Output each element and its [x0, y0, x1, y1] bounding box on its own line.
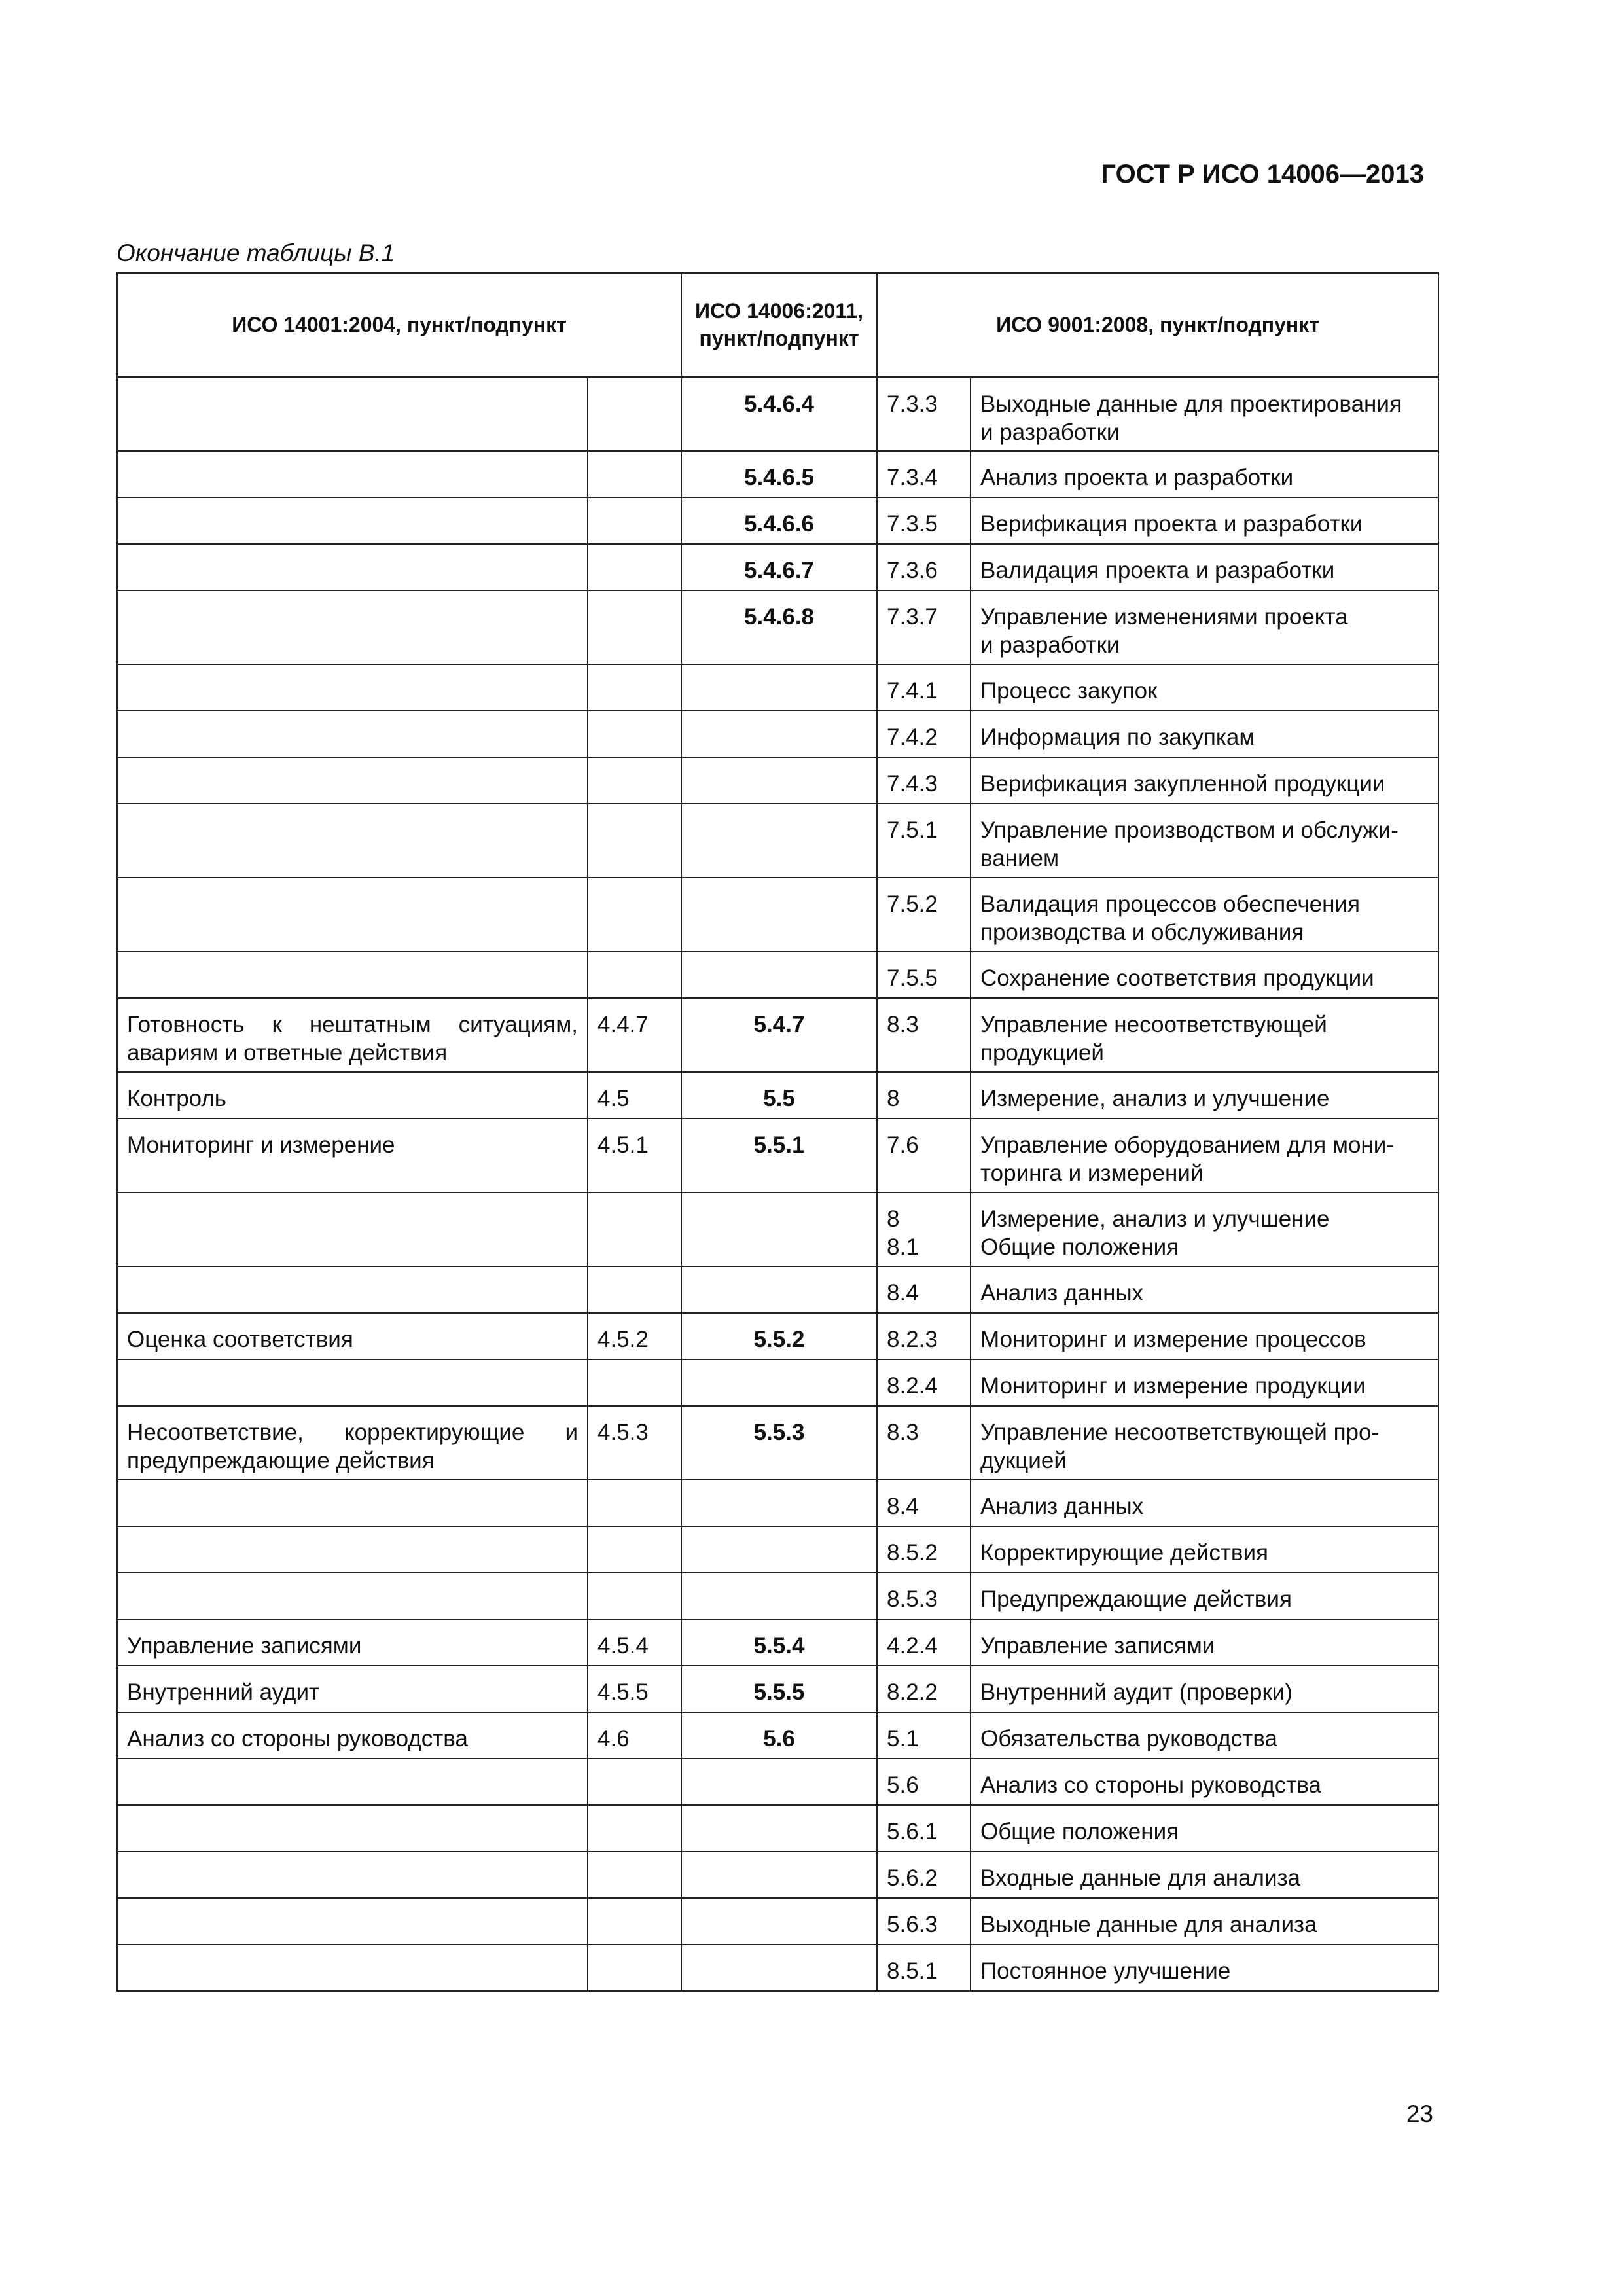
iso14006-clause: 5.4.6.4 — [681, 377, 877, 451]
iso14001-clause — [588, 377, 681, 451]
iso9001-requirement — [971, 544, 1438, 590]
iso14006-clause: 5.5.4 — [681, 1619, 877, 1666]
iso9001-clause — [877, 1526, 971, 1573]
iso9001-requirement-line: Валидация проекта и разработки — [980, 558, 1335, 583]
iso9001-clause — [877, 1759, 971, 1805]
iso9001-requirement-line: Корректирующие действия — [980, 1540, 1268, 1566]
iso9001-clause — [877, 1266, 971, 1313]
iso14001-requirement — [117, 952, 588, 998]
iso9001-requirement-line: Общие положения — [980, 1234, 1179, 1260]
iso14006-clause: 5.5.2 — [681, 1313, 877, 1359]
iso14006-clause: 5.4.7 — [681, 998, 877, 1072]
iso14006-clause: 5.5.3 — [681, 1406, 877, 1480]
iso9001-clause — [877, 1480, 971, 1526]
iso9001-requirement-line: Информация по закупкам — [980, 725, 1255, 750]
iso14001-requirement — [117, 1193, 588, 1266]
correspondence-table — [116, 272, 1439, 1992]
iso14006-clause: 5.4.6.6 — [681, 497, 877, 544]
iso9001-requirement-line: Процесс закупок — [980, 678, 1158, 704]
iso9001-clause-line: 8 — [887, 1206, 900, 1232]
iso9001-clause-line: 5.6 — [887, 1772, 919, 1798]
iso9001-clause — [877, 1852, 971, 1898]
table-row — [117, 451, 1438, 497]
table-row — [117, 1526, 1438, 1573]
iso9001-requirement — [971, 1193, 1438, 1266]
iso14001-requirement: Готовность к нештатным ситуациям, авариям и ответные действия — [117, 998, 588, 1072]
table-row — [117, 1712, 1438, 1759]
iso14001-clause — [588, 1359, 681, 1406]
iso9001-clause — [877, 878, 971, 952]
iso14006-clause — [681, 1266, 877, 1313]
iso9001-clause — [877, 544, 971, 590]
iso9001-requirement-line: Управление несоответствующей про- — [980, 1420, 1380, 1445]
iso9001-requirement — [971, 952, 1438, 998]
iso14001-clause: 4.5.1 — [588, 1119, 681, 1193]
iso9001-requirement — [971, 377, 1438, 451]
iso14001-requirement — [117, 1266, 588, 1313]
iso9001-clause — [877, 1666, 971, 1712]
iso14006-clause — [681, 1759, 877, 1805]
table-row — [117, 1480, 1438, 1526]
table-row — [117, 1945, 1438, 1991]
iso14001-clause — [588, 757, 681, 804]
iso14006-clause — [681, 757, 877, 804]
iso9001-requirement — [971, 1945, 1438, 1991]
iso14001-clause — [588, 952, 681, 998]
iso9001-clause-line: 7.4.3 — [887, 771, 938, 797]
table-row — [117, 1573, 1438, 1619]
iso14006-clause — [681, 1852, 877, 1898]
iso9001-clause-line: 5.6.1 — [887, 1819, 938, 1844]
iso9001-requirement — [971, 1898, 1438, 1945]
iso9001-requirement-line: дукцией — [980, 1448, 1067, 1473]
iso9001-clause-line: 8.2.3 — [887, 1327, 938, 1352]
iso14001-requirement: Мониторинг и измерение — [117, 1119, 588, 1193]
iso14001-clause — [588, 497, 681, 544]
iso9001-requirement-line: Предупреждающие действия — [980, 1587, 1292, 1612]
iso14001-clause: 4.5.5 — [588, 1666, 681, 1712]
iso14006-clause: 5.5.1 — [681, 1119, 877, 1193]
iso9001-clause-line: 7.5.5 — [887, 965, 938, 991]
iso9001-clause — [877, 998, 971, 1072]
iso9001-requirement — [971, 1359, 1438, 1406]
table-row — [117, 878, 1438, 952]
iso14001-requirement — [117, 1759, 588, 1805]
table-row — [117, 1666, 1438, 1712]
iso9001-requirement-line: торинга и измерений — [980, 1160, 1204, 1186]
iso9001-clause — [877, 1406, 971, 1480]
iso14001-requirement: Контроль — [117, 1072, 588, 1119]
iso14001-clause — [588, 804, 681, 878]
iso9001-clause — [877, 1119, 971, 1193]
iso9001-requirement — [971, 451, 1438, 497]
iso9001-requirement-line: ванием — [980, 846, 1060, 871]
iso9001-requirement-line: Анализ со стороны руководства — [980, 1772, 1321, 1798]
table-row — [117, 664, 1438, 711]
iso9001-clause — [877, 1712, 971, 1759]
iso14001-clause — [588, 1193, 681, 1266]
iso14001-clause — [588, 590, 681, 664]
table-row — [117, 1193, 1438, 1266]
iso9001-requirement-line: Мониторинг и измерение продукции — [980, 1373, 1366, 1399]
iso9001-clause — [877, 1072, 971, 1119]
iso9001-requirement — [971, 1526, 1438, 1573]
header-iso9001: ИСО 9001:2008, пункт/подпункт — [877, 273, 1438, 377]
iso14001-requirement — [117, 377, 588, 451]
iso9001-clause — [877, 664, 971, 711]
table-row — [117, 590, 1438, 664]
iso9001-requirement — [971, 1573, 1438, 1619]
iso14006-clause — [681, 1526, 877, 1573]
iso14006-clause: 5.5 — [681, 1072, 877, 1119]
table-row — [117, 1313, 1438, 1359]
iso14001-requirement — [117, 878, 588, 952]
iso14001-clause — [588, 451, 681, 497]
table-row — [117, 377, 1438, 451]
iso9001-clause-line: 8 — [887, 1086, 900, 1111]
table-body — [117, 377, 1438, 1991]
iso9001-requirement-line: Управление оборудованием для мони- — [980, 1132, 1394, 1158]
iso14001-requirement: Внутренний аудит — [117, 1666, 588, 1712]
iso14001-requirement: Анализ со стороны руководства — [117, 1712, 588, 1759]
iso9001-requirement-line: Анализ данных — [980, 1280, 1144, 1306]
iso9001-clause — [877, 451, 971, 497]
iso9001-clause-line: 8.5.1 — [887, 1958, 938, 1984]
iso9001-requirement — [971, 497, 1438, 544]
iso14001-clause — [588, 1945, 681, 1991]
iso14001-requirement — [117, 1480, 588, 1526]
iso9001-clause-line: 5.6.3 — [887, 1912, 938, 1937]
iso9001-clause — [877, 1313, 971, 1359]
iso14001-requirement — [117, 1805, 588, 1852]
table-row — [117, 544, 1438, 590]
iso9001-requirement-line: Управление записями — [980, 1633, 1215, 1659]
iso9001-requirement — [971, 1119, 1438, 1193]
iso9001-requirement — [971, 1266, 1438, 1313]
table-row — [117, 952, 1438, 998]
iso14001-requirement — [117, 544, 588, 590]
iso14001-clause — [588, 1759, 681, 1805]
iso9001-requirement-line: Мониторинг и измерение процессов — [980, 1327, 1366, 1352]
iso14001-requirement — [117, 1945, 588, 1991]
iso9001-requirement — [971, 998, 1438, 1072]
iso9001-clause-line: 7.4.2 — [887, 725, 938, 750]
iso9001-clause — [877, 757, 971, 804]
iso9001-clause-line: 7.3.6 — [887, 558, 938, 583]
iso9001-clause-line: 7.3.4 — [887, 465, 938, 490]
table-row — [117, 804, 1438, 878]
table-row — [117, 497, 1438, 544]
iso9001-requirement-line: Анализ данных — [980, 1494, 1144, 1519]
iso9001-requirement-line: Измерение, анализ и улучшение — [980, 1206, 1330, 1232]
iso9001-requirement-line: и разработки — [980, 420, 1120, 445]
iso14001-requirement — [117, 711, 588, 757]
header-iso14006 — [681, 273, 877, 377]
iso9001-requirement-line: продукцией — [980, 1040, 1104, 1066]
iso9001-clause-line: 4.2.4 — [887, 1633, 938, 1659]
header-iso14006-line2: пункт/подпункт — [699, 327, 859, 350]
iso9001-requirement-line: Сохранение соответствия продукции — [980, 965, 1374, 991]
iso9001-requirement-line: Внутренний аудит (проверки) — [980, 1679, 1293, 1705]
iso9001-requirement — [971, 1852, 1438, 1898]
iso14006-clause — [681, 1805, 877, 1852]
iso9001-clause — [877, 1619, 971, 1666]
iso9001-requirement — [971, 878, 1438, 952]
iso14001-clause — [588, 1480, 681, 1526]
iso9001-requirement-line: Выходные данные для проектирования — [980, 391, 1402, 417]
header-iso14006-line1: ИСО 14006:2011, — [694, 299, 864, 323]
iso14001-requirement: Управление записями — [117, 1619, 588, 1666]
table-row — [117, 1119, 1438, 1193]
iso9001-clause — [877, 1193, 971, 1266]
iso14006-clause — [681, 1898, 877, 1945]
iso9001-clause-line: 8.5.2 — [887, 1540, 938, 1566]
iso9001-requirement — [971, 1759, 1438, 1805]
table-row — [117, 1072, 1438, 1119]
iso9001-requirement — [971, 711, 1438, 757]
iso9001-requirement — [971, 1313, 1438, 1359]
iso9001-clause-line: 8.4 — [887, 1494, 919, 1519]
iso9001-requirement — [971, 1712, 1438, 1759]
iso14001-requirement — [117, 1526, 588, 1573]
iso9001-requirement — [971, 1805, 1438, 1852]
iso14001-requirement: Оценка соответствия — [117, 1313, 588, 1359]
iso9001-clause-line: 5.1 — [887, 1726, 919, 1751]
iso14006-clause — [681, 711, 877, 757]
iso9001-clause-line: 5.6.2 — [887, 1865, 938, 1891]
iso9001-clause-line: 8.5.3 — [887, 1587, 938, 1612]
iso14001-requirement: Несоответствие, корректирующие и предупреждающие действия — [117, 1406, 588, 1480]
iso14001-requirement — [117, 1852, 588, 1898]
iso14001-clause — [588, 711, 681, 757]
iso9001-clause — [877, 1945, 971, 1991]
iso9001-clause — [877, 1573, 971, 1619]
iso9001-requirement-line: Управление производством и обслужи- — [980, 817, 1399, 843]
iso14001-requirement — [117, 1573, 588, 1619]
iso9001-clause-line: 7.3.5 — [887, 511, 938, 537]
iso9001-requirement-line: Анализ проекта и разработки — [980, 465, 1294, 490]
iso9001-clause-line: 7.5.2 — [887, 891, 938, 917]
iso9001-clause — [877, 590, 971, 664]
iso14006-clause: 5.4.6.8 — [681, 590, 877, 664]
iso9001-clause-line: 8.4 — [887, 1280, 919, 1306]
iso9001-clause — [877, 1898, 971, 1945]
iso14001-requirement — [117, 1359, 588, 1406]
iso14006-clause — [681, 1573, 877, 1619]
iso9001-requirement-line: Управление несоответствующей — [980, 1012, 1327, 1037]
iso9001-clause — [877, 952, 971, 998]
iso9001-requirement — [971, 757, 1438, 804]
iso9001-clause-line: 7.5.1 — [887, 817, 938, 843]
iso9001-clause — [877, 1359, 971, 1406]
iso9001-clause — [877, 711, 971, 757]
iso14006-clause — [681, 1945, 877, 1991]
table-row — [117, 998, 1438, 1072]
iso9001-clause-line: 7.4.1 — [887, 678, 938, 704]
iso14001-clause — [588, 878, 681, 952]
iso14001-clause: 4.5 — [588, 1072, 681, 1119]
page-number: 23 — [1406, 2100, 1433, 2127]
iso14006-clause: 5.4.6.7 — [681, 544, 877, 590]
iso9001-clause — [877, 377, 971, 451]
iso14001-requirement — [117, 804, 588, 878]
iso9001-requirement — [971, 1619, 1438, 1666]
iso14006-clause — [681, 878, 877, 952]
iso14006-clause — [681, 1193, 877, 1266]
iso9001-requirement-line: Входные данные для анализа — [980, 1865, 1301, 1891]
table-row — [117, 711, 1438, 757]
iso9001-clause-line: 7.3.3 — [887, 391, 938, 417]
document-code: ГОСТ Р ИСО 14006—2013 — [1101, 160, 1424, 188]
table-row — [117, 1266, 1438, 1313]
iso9001-requirement-line: Обязательства руководства — [980, 1726, 1277, 1751]
iso9001-clause-line: 8.2.4 — [887, 1373, 938, 1399]
iso14001-requirement — [117, 590, 588, 664]
iso9001-requirement-line: Валидация процессов обеспечения — [980, 891, 1361, 917]
iso9001-requirement-line: Выходные данные для анализа — [980, 1912, 1317, 1937]
iso14001-clause — [588, 544, 681, 590]
iso14001-clause — [588, 1852, 681, 1898]
iso9001-clause — [877, 804, 971, 878]
iso14006-clause: 5.5.5 — [681, 1666, 877, 1712]
iso14001-requirement — [117, 757, 588, 804]
iso9001-requirement — [971, 664, 1438, 711]
iso14001-requirement — [117, 1898, 588, 1945]
iso9001-requirement-line: Постоянное улучшение — [980, 1958, 1231, 1984]
iso14001-clause: 4.5.3 — [588, 1406, 681, 1480]
iso14001-clause: 4.5.2 — [588, 1313, 681, 1359]
iso14001-clause — [588, 1805, 681, 1852]
iso9001-requirement — [971, 1072, 1438, 1119]
iso9001-requirement-line: Верификация закупленной продукции — [980, 771, 1385, 797]
iso14006-clause — [681, 952, 877, 998]
iso14006-clause — [681, 1480, 877, 1526]
table-row — [117, 1805, 1438, 1852]
iso14001-clause: 4.6 — [588, 1712, 681, 1759]
iso9001-clause — [877, 497, 971, 544]
table-header-row — [117, 273, 1438, 377]
iso9001-clause-line: 8.2.2 — [887, 1679, 938, 1705]
iso9001-requirement-line: Измерение, анализ и улучшение — [980, 1086, 1330, 1111]
iso14006-clause — [681, 804, 877, 878]
iso14001-clause — [588, 1573, 681, 1619]
iso14001-clause: 4.4.7 — [588, 998, 681, 1072]
iso9001-requirement — [971, 1406, 1438, 1480]
iso9001-requirement — [971, 804, 1438, 878]
table-row — [117, 757, 1438, 804]
table-row — [117, 1898, 1438, 1945]
iso14001-requirement — [117, 664, 588, 711]
iso9001-clause-line: 8.3 — [887, 1012, 919, 1037]
iso9001-requirement-line: и разработки — [980, 632, 1120, 658]
iso9001-requirement-line: производства и обслуживания — [980, 920, 1304, 945]
iso14001-clause: 4.5.4 — [588, 1619, 681, 1666]
iso9001-clause-line: 8.3 — [887, 1420, 919, 1445]
iso14006-clause: 5.6 — [681, 1712, 877, 1759]
iso9001-clause — [877, 1805, 971, 1852]
iso14001-requirement — [117, 497, 588, 544]
iso9001-requirement-line: Общие положения — [980, 1819, 1179, 1844]
iso14006-clause: 5.4.6.5 — [681, 451, 877, 497]
table-row — [117, 1406, 1438, 1480]
iso9001-requirement-line: Управление изменениями проекта — [980, 604, 1348, 630]
iso9001-requirement — [971, 1480, 1438, 1526]
iso9001-clause-line: 8.1 — [887, 1234, 919, 1260]
iso14001-clause — [588, 1526, 681, 1573]
iso14001-clause — [588, 1266, 681, 1313]
table-row — [117, 1852, 1438, 1898]
iso14006-clause — [681, 1359, 877, 1406]
iso14006-clause — [681, 664, 877, 711]
iso9001-requirement — [971, 1666, 1438, 1712]
table-row — [117, 1759, 1438, 1805]
table-row — [117, 1619, 1438, 1666]
iso14001-clause — [588, 664, 681, 711]
header-iso14001: ИСО 14001:2004, пункт/подпункт — [117, 273, 681, 377]
iso9001-clause-line: 7.3.7 — [887, 604, 938, 630]
iso14001-clause — [588, 1898, 681, 1945]
iso14001-requirement — [117, 451, 588, 497]
iso9001-requirement — [971, 590, 1438, 664]
iso9001-requirement-line: Верификация проекта и разработки — [980, 511, 1363, 537]
table-row — [117, 1359, 1438, 1406]
table-caption: Окончание таблицы В.1 — [116, 240, 395, 266]
iso9001-clause-line: 7.6 — [887, 1132, 919, 1158]
